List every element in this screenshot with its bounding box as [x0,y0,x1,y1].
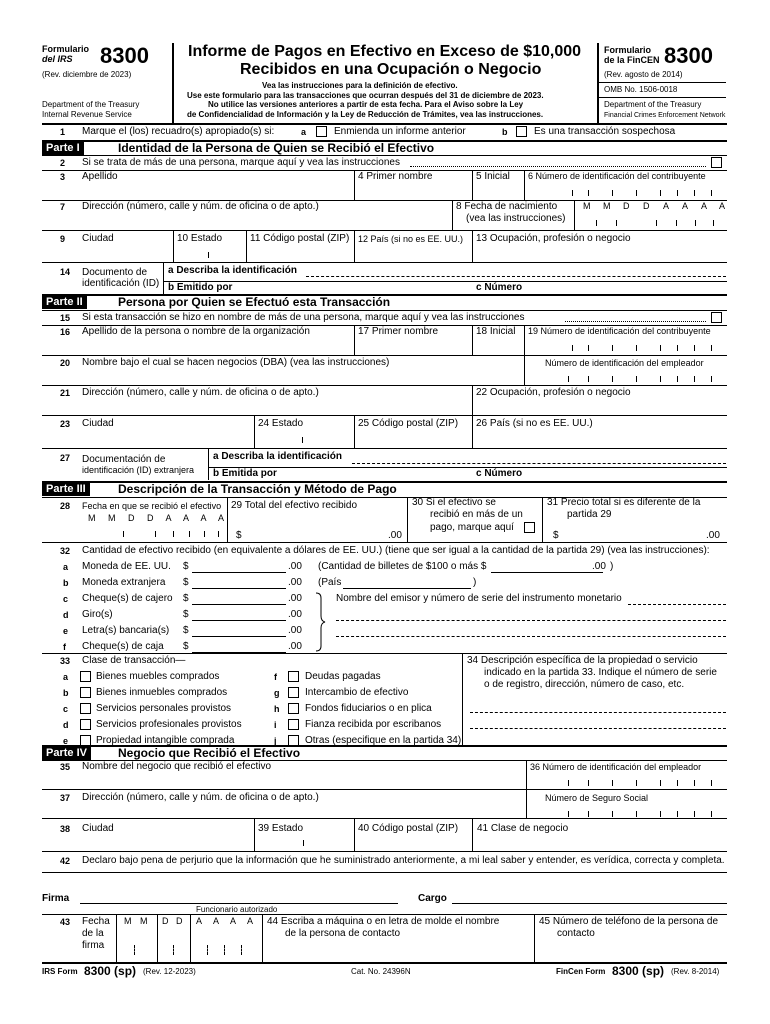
sign-y: A [213,916,220,926]
total-cash-label[interactable]: 29 Total del efectivo recibido [231,500,358,511]
description-label[interactable]: 34 Descripción específica de la propiedad o servicio [467,655,698,666]
dba-label[interactable]: Nombre bajo el cual se hacen negocios (DBA) (vea las instrucciones) [82,357,390,368]
price-dollar-sign: $ [553,530,559,541]
row-key: f [63,642,66,652]
authorized-official-label: Funcionario autorizado [196,905,278,914]
row-key: a [63,562,69,572]
contact-phone-label-2: contacto [557,928,595,939]
travelers-check-label[interactable]: Cheque(s) de caja [82,641,164,652]
cents: .00 [288,609,302,620]
footer-fincen-form: FinCen Form [556,967,606,976]
amend-checkbox[interactable] [316,126,327,137]
sign-date-label-2: de la [82,928,104,939]
contact-name-label-2: de la persona de contacto [285,928,401,939]
foreign-id-label-2: identificación (ID) extranjera [82,465,195,475]
business-address-label[interactable]: Dirección (número, calle y núm. de oficina o de apto.) [82,792,319,803]
footer-irs-number: 8300 (sp) [84,964,137,978]
fincen-form-word: Formulario [604,45,652,55]
line20-num: 20 [60,358,71,368]
line35-num: 35 [60,762,71,772]
line42-num: 42 [60,856,71,866]
cents: .00 [288,577,302,588]
fincen-network: Financial Crimes Enforcement Network [604,112,726,119]
part2-label: Parte II [42,295,87,309]
dollar-sign: $ [183,625,189,636]
fincen-revision: (Rev. agosto de 2014) [604,70,683,79]
line38-num: 38 [60,824,71,834]
opt-key: e [63,736,69,746]
suspicious-label: Es una transacción sospechosa [534,126,676,137]
sign-d: D [176,916,183,926]
part4-label: Parte IV [42,746,91,760]
dollar-sign: $ [183,593,189,604]
professional-services-label: Servicios profesionales provistos [96,719,242,730]
p2-city-label[interactable]: Ciudad [82,418,114,429]
p2-occupation-label[interactable]: 22 Ocupación, profesión o negocio [476,387,631,398]
total-price-label-2: partida 29 [567,509,612,520]
sign-m: M [124,916,132,926]
fincen-line: de la FinCEN [604,55,660,65]
foreign-id-number[interactable]: c Número [476,468,523,479]
multiple-persons-checkbox[interactable] [711,157,722,168]
escrow-label: Fondos fiduciarios o en plica [305,703,432,714]
form-title-line1: Informe de Pagos en Efectivo en Exceso de $10,000 [188,43,582,60]
close-paren: ) [610,561,614,572]
cashiers-check-label[interactable]: Cheque(s) de cajero [82,593,173,604]
cents: .00 [288,625,302,636]
address-label[interactable]: Dirección (número, calle y núm. de oficina o de apto.) [82,201,319,212]
p2-tin-label[interactable]: 19 Número de identificación del contribuyente [528,326,711,336]
escrow-checkbox[interactable] [288,703,299,714]
dollar-sign: $ [183,609,189,620]
id-describe-label[interactable]: a Describa la identificación [168,265,297,276]
bail-checkbox[interactable] [288,719,299,730]
title-line[interactable] [452,903,727,904]
zip-label[interactable]: 11 Código postal (ZIP) [250,233,350,244]
subtitle-2: Use este formulario para las transacciones que ocurran después del 31 de diciembre de 2023. [187,91,544,100]
signature-line[interactable] [80,903,398,904]
bail-label: Fianza recibida por escribanos [305,719,442,730]
personal-property-label: Bienes muebles comprados [96,671,220,682]
first-name-label[interactable]: 4 Primer nombre [358,171,433,182]
price-cents: .00 [706,530,720,541]
business-zip-label[interactable]: 40 Código postal (ZIP) [358,823,459,834]
line15-text: Si esta transacción se hizo en nombre de más de una persona, marque aquí y vea las instrucciones [82,312,525,323]
state-label[interactable]: 10 Estado [177,233,223,244]
line23-num: 23 [60,419,71,429]
line33-num: 33 [60,656,71,666]
line37-num: 37 [60,793,71,803]
hundred-bills-note: (Cantidad de billetes de $100 o más $ [318,561,487,572]
opt-key: c [63,704,69,714]
form-title-line2: Recibidos en una Ocupación o Negocio [240,61,542,78]
sign-date-label[interactable]: Fecha [82,916,110,927]
business-name-label[interactable]: Nombre del negocio que recibió el efectivo [82,761,271,772]
brace-icon [314,592,326,652]
foreign-id-describe[interactable]: a Describa la identificación [213,451,342,462]
sign-d: D [162,916,169,926]
dob-m: M [583,201,591,211]
line14-num: 14 [60,267,71,277]
line1-b: b [502,127,508,137]
sign-m: M [140,916,148,926]
opt-key: j [274,736,277,746]
personal-services-checkbox[interactable] [80,703,91,714]
multiple-payments-label-3: pago, marque aquí [430,522,514,533]
line32-num: 32 [60,546,71,556]
real-property-label: Bienes inmuebles comprados [96,687,228,698]
opt-key: h [274,704,280,714]
multiple-payments-label-2: recibió en más de un [430,509,523,520]
on-behalf-multiple-checkbox[interactable] [711,312,722,323]
revision-left: (Rev. diciembre de 2023) [42,70,132,79]
line43-num: 43 [60,917,71,927]
part3-title: Descripción de la Transacción y Método de Pago [118,482,397,496]
sign-y: A [196,916,203,926]
occupation-label[interactable]: 13 Ocupación, profesión o negocio [476,233,631,244]
p2-initial-label[interactable]: 18 Inicial [476,326,516,337]
total-price-label[interactable]: 31 Precio total si es diferente de la [547,497,701,508]
contact-name-label[interactable]: 44 Escriba a máquina o en letra de molde el nombre [267,916,500,927]
cents: .00 [288,593,302,604]
footer-irs-rev: (Rev. 12-2023) [143,967,196,976]
footer-irs-form: IRS Form [42,967,78,976]
dob-d: D [643,201,650,211]
last-name-label[interactable]: Apellido [82,171,118,182]
row-key: c [63,594,69,604]
irs-service: Internal Revenue Service [42,110,132,119]
p2-address-label[interactable]: Dirección (número, calle y núm. de oficina o de apto.) [82,387,319,398]
issuer-note: Nombre del emisor y número de serie del instrumento monetario [336,593,622,604]
omb-number: OMB No. 1506-0018 [604,85,678,94]
sign-date-label-3: firma [82,940,105,951]
part1-title: Identidad de la Persona de Quien se Recibió el Efectivo [118,141,435,155]
dob-y: A [701,201,708,211]
line28-num: 28 [60,501,71,511]
line1-text: Marque el (los) recuadro(s) apropiado(s) si: [82,126,275,137]
cents: .00 [288,641,302,652]
professional-services-checkbox[interactable] [80,719,91,730]
exchange-of-cash-label: Intercambio de efectivo [305,687,409,698]
row-key: e [63,626,69,636]
line27-num: 27 [60,453,71,463]
part4-title: Negocio que Recibió el Efectivo [118,746,301,760]
description-label-2: indicado en la partida 33. Indique el número de serie [484,667,717,678]
part3-label: Parte III [42,482,90,496]
subtitle-4: de Confidencialidad de Información y la Ley de Reducción de Trámites, vea las instrucciones. [187,110,544,119]
ssn-label[interactable]: Número de Seguro Social [545,793,649,803]
id-number-label[interactable]: c Número [476,282,523,293]
form-word: Formulario [42,44,90,54]
debts-paid-checkbox[interactable] [288,671,299,682]
business-type-label[interactable]: 41 Clase de negocio [477,823,569,834]
sign-y: A [230,916,237,926]
personal-services-label: Servicios personales provistos [96,703,232,714]
cents: .00 [288,561,302,572]
footer-fincen-number: 8300 (sp) [612,964,665,978]
total-dollar-sign: $ [236,530,242,541]
irs-line: del IRS [42,54,73,64]
country-note: (País [318,577,342,588]
org-name-label[interactable]: Apellido de la persona o nombre de la organización [82,326,310,337]
p2-ein-label[interactable]: Número de identificación del empleador [545,358,704,368]
date-received-label[interactable]: Fecha en que se recibió el efectivo [82,501,222,511]
part1-label: Parte I [42,141,84,155]
opt-key: a [63,672,69,682]
line1-num: 1 [60,127,66,137]
real-property-checkbox[interactable] [80,687,91,698]
money-order-label[interactable]: Giro(s) [82,609,113,620]
line7-num: 7 [60,202,66,212]
subtitle-1: Vea las instrucciones para la definición de efectivo. [262,81,458,90]
line21-num: 21 [60,388,71,398]
signature-label: Firma [42,893,70,904]
amend-label: Enmienda un informe anterior [334,126,466,137]
dob-y: A [719,201,726,211]
foreign-id-label: Documentación de [82,454,166,465]
dob-note: (vea las instrucciones) [466,213,566,224]
business-ein-label[interactable]: 36 Número de identificación del empleador [530,762,702,772]
contact-phone-label[interactable]: 45 Número de teléfono de la persona de [539,916,719,927]
close-paren: ) [473,577,477,588]
opt-key: b [63,688,69,698]
sign-y: A [247,916,254,926]
total-cents: .00 [388,530,402,541]
line9-num: 9 [60,234,66,244]
subtitle-3: No utilice las versiones anteriores a partir de esta fecha. Para el Aviso sobre la Ley [208,100,524,109]
title-label: Cargo [418,893,447,904]
opt-key: i [274,720,277,730]
declaration-text: Declaro bajo pena de perjurio que la información que he suministrado anteriormente, a mi leal saber y entender, es verídica, correcta y completa. [82,855,725,866]
tin-label[interactable]: 6 Número de identificación del contribuyente [528,171,706,181]
opt-key: f [274,672,277,682]
dob-label[interactable]: 8 Fecha de nacimiento [456,201,558,212]
suspicious-checkbox[interactable] [516,126,527,137]
footer-fincen-rev: (Rev. 8-2014) [671,967,720,976]
line3-num: 3 [60,172,66,182]
dob-m: M [603,201,611,211]
line32-text: Cantidad de efectivo recibido (en equivalente a dólares de EE. UU.) (tiene que ser igual a la cantidad de la partida 29) (vea las instrucciones): [82,545,710,556]
line2-num: 2 [60,158,66,168]
opt-key: g [274,688,280,698]
multiple-payments-label: 30 Si el efectivo se [412,497,496,508]
foreign-currency-label[interactable]: Moneda extranjera [82,577,166,588]
intangible-property-label: Propiedad intangible comprada [96,735,235,746]
p2-zip-label[interactable]: 25 Código postal (ZIP) [358,418,459,429]
exchange-of-cash-checkbox[interactable] [288,687,299,698]
date-received-format: M M D D A A A A [88,513,230,523]
initial-label[interactable]: 5 Inicial [476,171,510,182]
line15-num: 15 [60,313,71,323]
dob-y: A [682,201,689,211]
transaction-type-label: Clase de transacción— [82,655,186,666]
fincen-dept: Department of the Treasury [604,100,702,109]
form-number: 8300 [100,43,149,68]
dollar-sign: $ [183,577,189,588]
id-doc-label-2: identificación (ID) [82,278,160,289]
dept-treasury: Department of the Treasury [42,100,140,109]
bank-draft-label[interactable]: Letra(s) bancaria(s) [82,625,170,636]
p2-country-label[interactable]: 26 País (si no es EE. UU.) [476,418,593,429]
city-label[interactable]: Ciudad [82,233,114,244]
id-issued-label[interactable]: b Emitido por [168,282,233,293]
p2-first-name-label[interactable]: 17 Primer nombre [358,326,439,337]
row-key: b [63,578,69,588]
dob-d: D [623,201,630,211]
personal-property-checkbox[interactable] [80,671,91,682]
multiple-payments-checkbox[interactable] [524,522,535,533]
line2-text: Si se trata de más de una persona, marque aquí y vea las instrucciones [82,157,400,168]
part2-title: Persona por Quien se Efectuó esta Transacción [118,295,391,309]
id-doc-label: Documento de [82,267,148,278]
cents: .00 [592,561,606,572]
p2-state-label[interactable]: 24 Estado [258,418,304,429]
line16-num: 16 [60,327,71,337]
opt-key: d [63,720,69,730]
debts-paid-label: Deudas pagadas [305,671,381,682]
dob-y: A [663,201,670,211]
foreign-id-issued[interactable]: b Emitida por [213,468,277,479]
description-label-3: o de registro, dirección, número de caso, etc. [484,679,685,690]
dollar-sign: $ [183,641,189,652]
business-state-label[interactable]: 39 Estado [258,823,304,834]
fincen-form-number: 8300 [664,43,713,68]
row-key: d [63,610,69,620]
country-label[interactable]: 12 País (si no es EE. UU.) [358,234,464,244]
business-city-label[interactable]: Ciudad [82,823,114,834]
dollar-sign: $ [183,561,189,572]
us-currency-label[interactable]: Moneda de EE. UU. [82,561,171,572]
other-label: Otras (especifique en la partida 34) [305,735,462,746]
catalog-number: Cat. No. 24396N [351,967,411,976]
line1-a: a [301,127,307,137]
